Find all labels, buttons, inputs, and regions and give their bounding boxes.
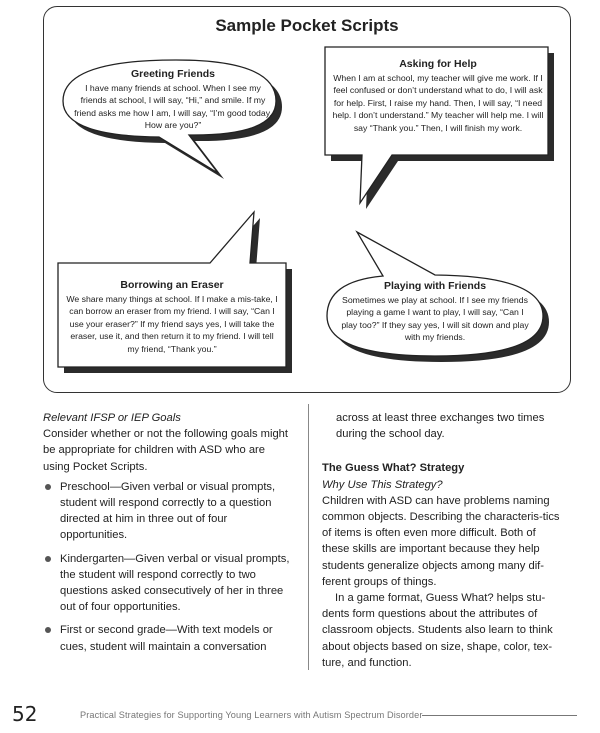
goals-list: [43, 479, 293, 655]
greeting-title: Greeting Friends: [130, 68, 215, 80]
footer-rule: [422, 715, 577, 716]
page-number: 52: [12, 702, 38, 726]
why-heading: Why Use This Strategy?: [322, 478, 443, 491]
eraser-text: We share many things at school. If I make a mis-take, I can borrow an eraser from my friend. I will say, “Can I use your eraser?” If my friend says yes, I will take the eraser, use it, and then return it to my friend. I will tell my friend, “Thank you.”: [66, 294, 278, 354]
right-column: [322, 410, 562, 671]
help-text: When I am at school, my teacher will give me work. If I feel confused or don’t understand what to do, I will ask for help. First, I raise my hand. Then, I will say, “I need help. I don’t understand.” My teacher will help me. I will say “Thank you.” Then, I will finish my work.: [332, 73, 544, 133]
column-divider: [308, 404, 309, 670]
help-bubble: [332, 57, 544, 134]
greeting-text: I have many friends at school. When I see my friends at school, I will say, “Hi,” and smile. If my friend asks me how I am, I will say, “I’m good today. How are you?”: [74, 83, 272, 131]
goal-item: Kindergarten—Given verbal or visual prompts, the student will respond correctly to two questions asked consecutively of her in three out of four opportunities.: [43, 551, 293, 616]
playing-bubble: [340, 279, 530, 344]
goals-intro: Consider whether or not the following goals might be appropriate for children with ASD who are using Pocket Scripts.: [43, 428, 289, 473]
playing-text: Sometimes we play at school. If I see my friends playing a game I want to play, I will say, “Can I play too?” If they say yes, I will sit down and play with my friends.: [341, 295, 529, 343]
book-title-footer: Practical Strategies for Supporting Young Learners with Autism Spectrum Disorder: [80, 710, 423, 720]
strategy-paragraph-1: Children with ASD can have problems naming common objects. Describing the characteris-tics of items is often even more difficult. Both of these skills are important because they help students generalize objects among many dif-ferent groups of things.: [322, 494, 560, 588]
strategy-heading: The Guess What? Strategy: [322, 462, 465, 475]
help-title: Asking for Help: [399, 58, 477, 70]
panel-title: Sample Pocket Scripts: [215, 16, 399, 35]
goals-heading: Relevant IFSP or IEP Goals: [43, 412, 181, 424]
strategy-paragraph-2: In a game format, Guess What? helps stu-dents form questions about the attributes of classroom objects. Students also learn to think about objects based on size, shape, color, tex-ture, and function.: [322, 592, 553, 669]
goal-item: Preschool—Given verbal or visual prompts, student will respond correctly to a question directed at him in three out of four opportunities.: [43, 479, 293, 544]
eraser-bubble: [64, 278, 280, 355]
left-column: [43, 410, 293, 662]
goal-continuation: across at least three exchanges two times during the school day.: [336, 412, 545, 441]
greeting-bubble: [73, 67, 273, 132]
goal-item: First or second grade—With text models or cues, student will maintain a conversation: [43, 622, 293, 654]
playing-title: Playing with Friends: [383, 280, 487, 292]
eraser-title: Borrowing an Eraser: [120, 279, 224, 291]
